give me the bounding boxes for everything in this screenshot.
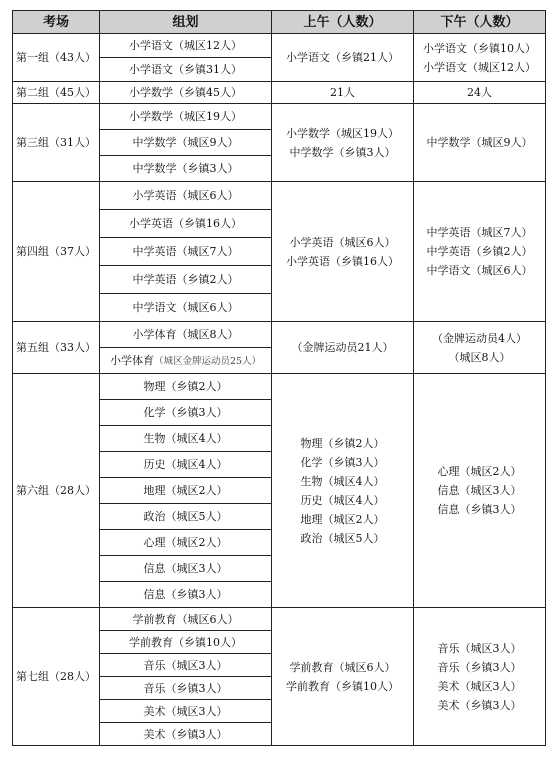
- afternoon-cell: [414, 104, 546, 182]
- morning-line: 历史（城区4人）: [300, 493, 385, 507]
- subgroup-cell: [100, 530, 272, 556]
- header-grouping: 组划: [100, 11, 272, 34]
- subgroup-label: 中学英语（乡镇2人）: [132, 273, 239, 286]
- morning-cell: [272, 82, 414, 104]
- subgroup-label: 小学英语（城区6人）: [132, 189, 239, 202]
- morning-cell: [272, 104, 414, 182]
- afternoon-line: 中学语文（城区6人）: [426, 264, 533, 277]
- subgroup-label: 小学数学（乡镇45人）: [129, 86, 242, 99]
- morning-line: 中学数学（乡镇3人）: [289, 145, 396, 159]
- subgroup-cell: [100, 238, 272, 266]
- afternoon-line: 音乐（城区3人）: [437, 641, 522, 655]
- morning-line: 地理（城区2人）: [300, 512, 385, 526]
- table-row: [13, 182, 546, 210]
- morning-line: 21人: [330, 86, 355, 99]
- subgroup-label: 音乐（城区3人）: [143, 658, 228, 672]
- subgroup-cell: [100, 182, 272, 210]
- morning-line: 小学英语（城区6人）: [289, 235, 396, 249]
- afternoon-line: （金牌运动员4人）: [432, 331, 527, 345]
- subgroup-cell: [100, 426, 272, 452]
- subgroup-label: 学前教育（城区6人）: [132, 612, 239, 626]
- afternoon-line: （城区8人）: [448, 350, 511, 364]
- table-row: [13, 34, 546, 58]
- subgroup-label: 小学体育: [109, 353, 154, 367]
- subgroup-cell: [100, 654, 272, 677]
- morning-line: 化学（乡镇3人）: [300, 455, 385, 469]
- afternoon-line: 小学语文（城区12人）: [423, 60, 536, 74]
- subgroup-label: 美术（城区3人）: [143, 704, 228, 718]
- subgroup-label: 小学语文（乡镇31人）: [129, 63, 242, 76]
- morning-cell: [272, 608, 414, 746]
- subgroup-label: 中学语文（城区6人）: [132, 301, 239, 314]
- subgroup-cell: [100, 374, 272, 400]
- subgroup-cell: [100, 723, 272, 746]
- afternoon-line: 音乐（乡镇3人）: [437, 660, 522, 674]
- subgroup-cell: [100, 294, 272, 322]
- morning-line: 小学语文（乡镇21人）: [286, 51, 399, 64]
- subgroup-cell: [100, 700, 272, 723]
- subgroup-label: 信息（城区3人）: [143, 562, 228, 575]
- afternoon-cell: [414, 374, 546, 608]
- afternoon-cell: [414, 608, 546, 746]
- afternoon-line: 中学数学（城区9人）: [426, 136, 533, 149]
- morning-cell: [272, 182, 414, 322]
- morning-line: 学前教育（城区6人）: [289, 660, 396, 674]
- subgroup-cell: [100, 556, 272, 582]
- table-row: [13, 374, 546, 400]
- subgroup-cell: [100, 34, 272, 58]
- subgroup-cell: [100, 677, 272, 700]
- morning-cell: [272, 374, 414, 608]
- subgroup-cell: [100, 348, 272, 374]
- subgroup-label: 音乐（乡镇3人）: [143, 681, 228, 695]
- afternoon-line: 中学英语（乡镇2人）: [426, 245, 533, 258]
- header-morning: 上午（人数）: [272, 11, 414, 34]
- afternoon-line: 美术（城区3人）: [437, 679, 522, 693]
- table-row: [13, 608, 546, 631]
- subgroup-cell: [100, 130, 272, 156]
- subgroup-cell: [100, 631, 272, 654]
- afternoon-cell: [414, 322, 546, 374]
- morning-cell: [272, 322, 414, 374]
- afternoon-line: 美术（乡镇3人）: [437, 698, 522, 712]
- morning-line: 学前教育（乡镇10人）: [286, 679, 399, 693]
- header-afternoon: 下午（人数）: [414, 11, 546, 34]
- subgroup-label: 学前教育（乡镇10人）: [129, 635, 242, 649]
- table-row: [13, 322, 546, 348]
- subgroup-cell: [100, 478, 272, 504]
- afternoon-line: 信息（乡镇3人）: [437, 503, 522, 516]
- subgroup-label: 中学数学（乡镇3人）: [132, 162, 239, 175]
- morning-cell: [272, 34, 414, 82]
- subgroup-label: 历史（城区4人）: [143, 458, 228, 471]
- exam-room-cell: 第二组（45人）: [13, 82, 100, 104]
- subgroup-label: 政治（城区5人）: [143, 510, 228, 523]
- afternoon-line: 信息（城区3人）: [437, 484, 522, 497]
- subgroup-cell: [100, 322, 272, 348]
- header-exam-room: 考场: [13, 11, 100, 34]
- subgroup-label: 物理（乡镇2人）: [143, 380, 228, 393]
- subgroup-label: 心理（城区2人）: [143, 536, 228, 549]
- header-row: [13, 11, 546, 34]
- subgroup-cell: [100, 608, 272, 631]
- exam-room-cell: 第七组（28人）: [13, 608, 100, 746]
- exam-schedule-table: [12, 10, 546, 746]
- exam-room-cell: 第三组（31人）: [13, 104, 100, 182]
- afternoon-cell: [414, 182, 546, 322]
- subgroup-cell: [100, 156, 272, 182]
- subgroup-cell: [100, 504, 272, 530]
- exam-room-cell: 第四组（37人）: [13, 182, 100, 322]
- table-row: [13, 104, 546, 130]
- subgroup-label: 美术（乡镇3人）: [143, 727, 228, 741]
- exam-room-cell: 第五组（33人）: [13, 322, 100, 374]
- afternoon-line: 中学英语（城区7人）: [426, 226, 533, 239]
- afternoon-cell: [414, 34, 546, 82]
- afternoon-line: 心理（城区2人）: [437, 465, 522, 478]
- subgroup-label: 信息（乡镇3人）: [143, 588, 228, 601]
- morning-line: 物理（乡镇2人）: [300, 436, 385, 450]
- subgroup-label: 小学体育（城区8人）: [132, 328, 239, 341]
- subgroup-label: 小学语文（城区12人）: [129, 39, 242, 52]
- subgroup-label: 中学英语（城区7人）: [132, 245, 239, 258]
- subgroup-cell: [100, 452, 272, 478]
- subgroup-label: 地理（城区2人）: [143, 484, 228, 497]
- subgroup-cell: [100, 104, 272, 130]
- afternoon-line: 24人: [467, 86, 492, 99]
- afternoon-cell: [414, 82, 546, 104]
- subgroup-label: 中学数学（城区9人）: [132, 136, 239, 149]
- subgroup-label: 生物（城区4人）: [143, 432, 228, 445]
- subgroup-cell: [100, 58, 272, 82]
- table-row: [13, 82, 546, 104]
- subgroup-cell: [100, 582, 272, 608]
- morning-line: （金牌运动员21人）: [291, 341, 394, 354]
- subgroup-cell: [100, 210, 272, 238]
- morning-line: 政治（城区5人）: [300, 531, 385, 545]
- subgroup-cell: [100, 400, 272, 426]
- table-body: [13, 34, 546, 746]
- exam-room-cell: 第一组（43人）: [13, 34, 100, 82]
- morning-line: 小学英语（乡镇16人）: [286, 254, 399, 268]
- subgroup-label: 化学（乡镇3人）: [143, 406, 228, 419]
- subgroup-label: 小学数学（城区19人）: [129, 110, 242, 123]
- afternoon-line: 小学语文（乡镇10人）: [423, 41, 536, 55]
- subgroup-cell: [100, 82, 272, 104]
- morning-line: 生物（城区4人）: [300, 474, 385, 488]
- morning-line: 小学数学（城区19人）: [286, 126, 399, 140]
- subgroup-label: 小学英语（乡镇16人）: [129, 217, 242, 230]
- subgroup-cell: [100, 266, 272, 294]
- exam-room-cell: 第六组（28人）: [13, 374, 100, 608]
- subgroup-note: （城区金牌运动员25人）: [153, 355, 262, 367]
